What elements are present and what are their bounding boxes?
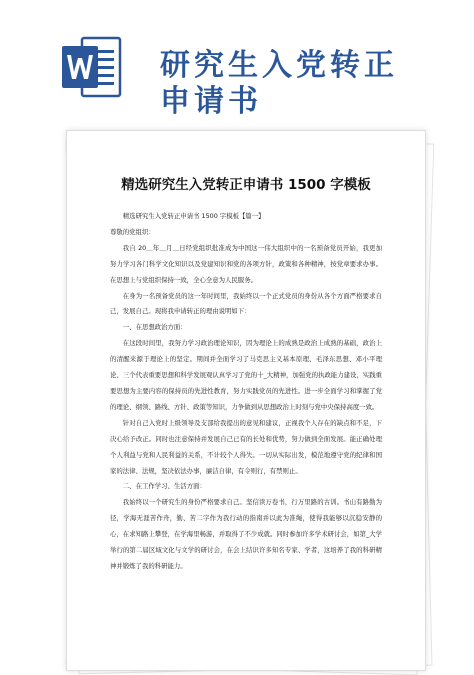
document-title: 精选研究生入党转正申请书 1500 字模板 [121, 177, 371, 193]
doc-section-heading: 一、在思想政治方面： [122, 323, 187, 332]
doc-paragraph: 在身为一名预备党员的这一年时间里，我始终以一个正式党员的身份从各个方面严格要求自己，发展自己。现将我申请转正的理由说明如下： [110, 291, 382, 316]
doc-paragraph: 针对自己入党时上级领导及支部给我提出的意见和建议，正视我个人存在的缺点和不足，下决心给予改正。同时也注意保持并发展自己已有的长处和优势，努力做到全面发展。能正确处理个人利益与党和人民利益的关系，不计较个人得失。一切从实际出发，模范地遵守党的纪律和国家的法律、法规，坚决依法办事，廉洁自律，有令则行，有禁则止。 [110, 418, 382, 475]
doc-section-heading: 二、在工作学习、生活方面： [122, 482, 206, 491]
banner-title-line-2: 申请书 [160, 84, 262, 119]
doc-paragraph: 我自 20＿年＿月＿日经党组织批准成为中国这一伟大组织中的一名预备党员开始，我更加努力学习各门科学文化知识以及党建知识和党的各项方针，政策和各种精神，按党章要求办事。在思想上与党组织保持一致，全心全意为人民服务。 [110, 243, 382, 284]
word-document-icon [62, 36, 122, 98]
doc-salutation: 尊敬的党组织： [110, 227, 155, 236]
doc-paragraph: 我始终以一个研究生的身份严格要求自己。坚信读万卷书，行万里路的古训。书山有路勤为径，学海无涯苦作舟，勤、苦二字作为我行动的指南并以此为准绳，使得我能够以沉稳安静的心，在求知路上攀登，在学海里畅游，并取得了不少成就。同时参加许多学术研讨会，如第_大学举行的第二届区域文化与文学的研讨会，在会上结识许多知名专家、学者，这培养了我的科研精神并锻炼了我的科研能力。 [110, 498, 382, 570]
banner [0, 0, 474, 120]
document-body [110, 209, 382, 575]
doc-paragraph: 精选研究生入党转正申请书 1500 字模板【篇一】 [122, 212, 265, 220]
doc-paragraph: 在这段时间里，我努力学习政治理论知识，因为理论上的成熟是政治上成熟的基础，政治上的清醒来源于理论上的坚定。期间并全面学习了马克思主义基本原理、毛泽东思想、邓小平理论、三个代表重要思想和科学发展观认真学习了党的十_大精神，加强党的执政能力建设，实践重要思想为主要内容的保持员的先进性教育，努力实践党员的先进性。进一步全面学习和掌握了党的理论、纲领、路线、方针、政策等知识，力争做到从思想政治上时刻与党中央保持高度一致。 [110, 339, 382, 411]
document-page [66, 130, 426, 671]
banner-title-line-1: 研究生入党转正 [160, 48, 398, 83]
